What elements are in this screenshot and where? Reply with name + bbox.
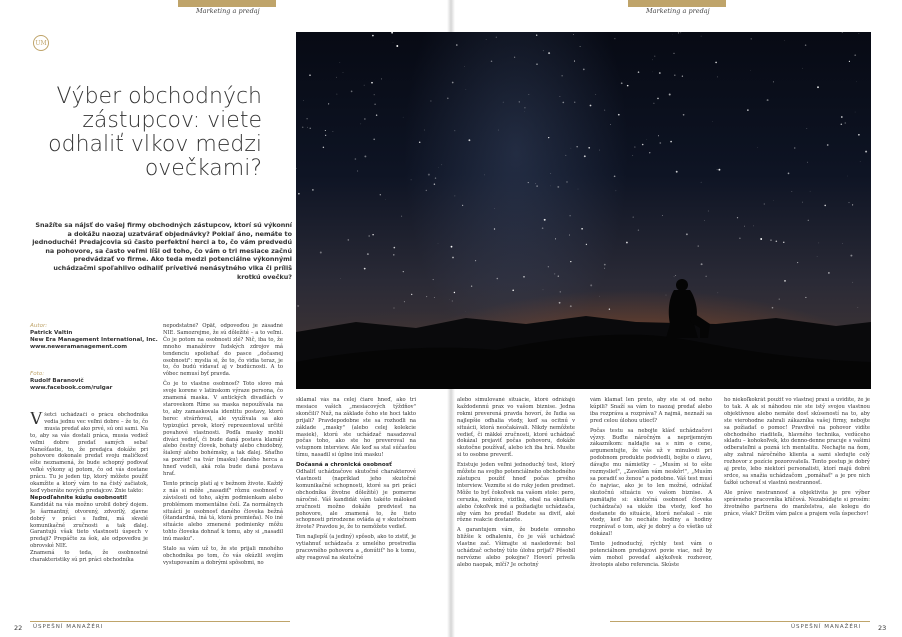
star — [674, 276, 675, 277]
star — [374, 94, 375, 95]
star — [312, 189, 314, 191]
star — [616, 191, 617, 192]
author-name: Patrick Valtin — [30, 330, 73, 336]
star — [433, 279, 434, 280]
star — [717, 77, 718, 78]
star — [523, 276, 525, 278]
night-sky-photo — [296, 32, 871, 389]
star — [343, 72, 344, 73]
star — [430, 101, 431, 102]
star — [621, 82, 623, 84]
star — [554, 273, 555, 274]
star — [452, 257, 454, 259]
star — [302, 127, 304, 129]
col5-paragraph-3: Tento jednoduchý, rýchly test vám o potenciálnom predajcovi povie viac, než by vám mohol povedať akýkoľvek rozhovor, životopis alebo referencia. Skúste — [590, 541, 712, 568]
star — [464, 66, 465, 67]
star — [842, 243, 843, 244]
star — [657, 98, 659, 100]
star — [339, 62, 340, 63]
stars — [296, 32, 867, 312]
star — [855, 112, 856, 113]
star — [536, 35, 537, 36]
star — [565, 155, 566, 156]
star — [391, 32, 393, 34]
star — [584, 155, 586, 157]
star — [456, 44, 458, 46]
star — [806, 128, 807, 129]
star — [574, 61, 575, 62]
star — [569, 235, 570, 236]
star — [298, 193, 300, 195]
photo-credit-web: www.facebook.com/rulgar — [30, 385, 113, 391]
sitting-person-silhouette — [666, 279, 710, 338]
star — [528, 94, 529, 95]
star — [773, 81, 774, 82]
drop-cap: V — [30, 412, 43, 429]
star — [364, 118, 365, 119]
star — [805, 297, 806, 298]
col5-paragraph-1: vám klamať len preto, aby ste si od neho kúpili? Snaží sa vám to naozaj predať alebo iba rozpráva a rozpráva? A najmä, neznaží sa pred celou úlohou utiecť? — [590, 397, 712, 424]
star — [385, 199, 386, 200]
author-web: www.neweramanagement.com — [30, 344, 128, 350]
star — [543, 51, 544, 52]
star — [551, 174, 552, 175]
text-column-5 — [590, 397, 712, 620]
star — [337, 94, 338, 95]
star — [698, 246, 699, 247]
star — [393, 307, 394, 308]
col5-paragraph-2: Počas testu sa nebojte klásť uchádzačovi výzvy. Buďte náročným a neprijemným zákazníkom: naldajte sa s nim o cene, argumentujte, že vás už v minulosti pri podobnom produkte podviedli, bojíte o zlavu, dávajte mu námietky – „Musím si to ešte rozmyslieť", „Zavolám vám neskôr!", „Musím sa poradiť so ženou" a podobne. Váš test musí čo najviac, ako je to len možné, odrážať skutočnú situáciu vo vašom biznise. A pamätajte si: skutočná osobnosť človeka (uchádzača) sa ukáže iba vtedy, keď ho dostanete do situácie, ktorú nečakal – nie vtedy, keď ho necháte hodiny a hodiny rozprávať o tom, aký je dobrý a čo všetko už dokázal! — [590, 427, 712, 538]
star — [659, 72, 661, 74]
star — [737, 217, 738, 218]
star — [653, 103, 654, 104]
col6-paragraph-2: Ale práve nestrannosť a objektivita je pre výber správneho pracovníka kľúčová. Nezabúdajte si prosím: životného partnera do manželstva, ale kolegu do práce, však? Držím vám palce a prajem veľa úspechov! — [724, 489, 870, 517]
star — [845, 122, 846, 123]
col3-paragraph-3: Ten najlepší (a jediný) spôsob, ako to zistiť, je vytiahnuť uchádzača z umelého prostredia pracovného pohovoru a „donútiť" ho k tomu, aby reagoval na skutočné — [296, 534, 416, 561]
star — [340, 278, 341, 279]
photo-credit-block — [30, 371, 170, 392]
star — [686, 233, 688, 235]
star — [604, 264, 606, 266]
star — [560, 291, 561, 292]
star — [519, 101, 520, 102]
star — [852, 282, 853, 283]
footer-brand-left: ÚSPEŠNÍ MANAŽÉRI — [33, 624, 104, 630]
col1-paragraph-3: Znamená to teda, že osobnostné charakteristiky sú pri práci obchodníka — [30, 550, 148, 564]
star — [633, 217, 634, 218]
star — [784, 280, 786, 282]
star — [701, 182, 702, 183]
col3-paragraph-2: Odhaliť uchádzačove skutočné charakterové vlastnosti (napríklad jeho skutočné komunikačné schopnosti, ktoré sa pri práci obchodníka životne dôležité) je pomerne náročné. Váš kandidát vám takéto málokeď zručnosti možno dokáže predviesť na pohovore, ale znamená to, že tieto schopnosti prirodzene ovláda aj v skutočnom živote? Pravdou je, že to nemôžete vedieť. — [296, 469, 416, 531]
star — [596, 94, 597, 95]
star — [586, 244, 587, 245]
star — [373, 138, 375, 140]
star — [850, 255, 852, 257]
footer-rule-right — [610, 621, 870, 622]
star — [514, 57, 515, 58]
star — [854, 54, 856, 56]
star — [652, 60, 653, 61]
star — [638, 71, 640, 73]
star — [559, 302, 561, 304]
star — [447, 98, 449, 100]
star — [434, 183, 435, 184]
star — [627, 85, 629, 87]
star — [666, 295, 667, 296]
star — [670, 141, 672, 143]
star — [462, 205, 463, 206]
star — [494, 208, 495, 209]
text-column-2 — [163, 323, 283, 620]
star — [779, 299, 780, 300]
star — [348, 239, 350, 241]
star — [367, 253, 369, 255]
star — [368, 235, 370, 237]
star — [296, 168, 297, 169]
star — [757, 147, 758, 148]
star — [569, 215, 570, 216]
star — [751, 38, 752, 39]
star — [739, 237, 741, 239]
star — [306, 118, 307, 119]
star — [858, 134, 860, 136]
star — [323, 147, 324, 148]
star — [647, 139, 648, 140]
star — [355, 158, 357, 160]
article-lead: Snažíte sa nájsť do vašej firmy obchodných zástupcov, ktorí sú výkonní a dokážu naozaj uzatvárať objednávky? Pokiaľ áno, nemáte to jednoduché! Predajcovia sú často perfektní herci a to, čo vám predvedú na pohovore, sa často veľmi líši od toho, čo vám o tri mesiace začnú predvádzať vo firme. Ako teda medzi potenciálne výkonnými uchádzačmi spoľahlivo odhaliť prívetivé nenásytného vlka či príliš krotkú ovečku? — [32, 221, 292, 281]
star — [307, 127, 308, 128]
star — [393, 42, 394, 43]
star — [662, 215, 663, 216]
star — [788, 173, 790, 175]
star — [303, 100, 304, 101]
star — [336, 77, 337, 78]
star — [396, 45, 398, 47]
star — [849, 202, 850, 203]
star — [842, 32, 843, 33]
star — [573, 34, 574, 35]
star — [678, 32, 679, 33]
star — [841, 124, 843, 126]
star — [491, 61, 493, 63]
star — [428, 174, 430, 176]
star — [325, 135, 326, 136]
star — [580, 46, 581, 47]
star — [454, 130, 455, 131]
star — [419, 141, 421, 143]
star — [604, 268, 605, 269]
star — [393, 254, 394, 255]
page-number-left: 22 — [14, 624, 23, 632]
star — [562, 75, 563, 76]
star — [701, 263, 703, 265]
star — [543, 289, 544, 290]
star — [776, 240, 778, 242]
star — [817, 86, 819, 88]
star — [364, 85, 365, 86]
star — [614, 38, 615, 39]
star — [364, 155, 366, 157]
star — [701, 36, 702, 37]
star — [797, 262, 798, 263]
star — [807, 162, 808, 163]
star — [590, 284, 592, 286]
star — [404, 301, 405, 302]
star — [486, 39, 487, 40]
star — [654, 56, 655, 57]
star — [791, 191, 792, 192]
star — [827, 144, 829, 146]
footer-rule-left — [30, 621, 290, 622]
star — [328, 103, 329, 104]
star — [588, 147, 590, 149]
star — [544, 219, 546, 221]
star — [810, 191, 811, 192]
star — [638, 230, 639, 231]
star — [548, 137, 549, 138]
star — [310, 128, 311, 129]
star — [856, 82, 857, 83]
star — [808, 220, 809, 221]
star — [794, 147, 795, 148]
author-org: New Era Management International, Inc. — [30, 337, 158, 343]
star — [380, 194, 381, 195]
star — [374, 104, 376, 106]
star — [753, 226, 754, 227]
star — [411, 294, 412, 295]
star — [503, 102, 504, 103]
star — [376, 114, 377, 115]
article-title: Výber obchodných zástupcov: viete odhaliť vlkov medzi ovečkami? — [48, 84, 262, 181]
star — [760, 238, 762, 240]
star — [744, 226, 745, 227]
star — [394, 247, 396, 249]
star — [747, 109, 748, 110]
star — [633, 155, 634, 156]
star — [574, 102, 575, 103]
star — [528, 182, 529, 183]
star — [361, 124, 362, 125]
star — [570, 261, 571, 262]
star — [438, 243, 439, 244]
star — [610, 124, 611, 125]
col4-paragraph-2: Existuje jeden veľmi jednoduchý test, ktorý môžete na svojho potenciálneho obchodného zástupcu použiť hneď počas prvého interview. Vezmite si do ruky jeden predmet. Môže to byť čokoľvek na vašom stole: pero, ceruzka, nožnice, vizitka, obal na okuliare alebo čokoľvek iné a požiadajte uchádzača, aby vám ho predal! Budete sa diviť, aké rôzne reakcie dostanete. — [457, 462, 575, 524]
star — [673, 53, 674, 54]
star — [484, 175, 485, 176]
star — [682, 76, 683, 77]
star — [802, 68, 803, 69]
star — [634, 147, 635, 148]
star — [452, 300, 453, 301]
star — [649, 152, 650, 153]
star — [411, 179, 412, 180]
star — [680, 32, 681, 33]
star — [351, 91, 353, 93]
photo-credit-name: Rudolf Baranovič — [30, 378, 84, 384]
star — [381, 78, 382, 79]
star — [590, 105, 592, 107]
star — [320, 252, 322, 254]
star — [604, 110, 605, 111]
col3-heading: Dočasná a chronická osobnosť — [296, 462, 392, 469]
col4-paragraph-3: A garantujem vám, že budete omnoho bližšie k odhaleniu, čo je váš uchádzač vlastne zač. Všimajte si nasledovné: bol uchádzač ochotný túto úlohu prijať? Pôsobil nervózne alebo pokojne? Hovorí priveľa alebo naopak, mlčí? Je ochotný — [457, 527, 575, 568]
star — [297, 305, 298, 306]
magazine-logo-icon: UM — [33, 35, 49, 51]
star — [512, 290, 514, 292]
text-column-4 — [457, 397, 575, 620]
star — [599, 296, 600, 297]
star — [859, 33, 860, 34]
star — [764, 203, 765, 204]
star — [675, 275, 676, 276]
star — [497, 278, 499, 280]
star — [455, 196, 456, 197]
star — [750, 70, 751, 71]
star — [401, 216, 402, 217]
star — [309, 74, 311, 76]
star — [824, 205, 826, 207]
star — [708, 211, 709, 212]
star — [536, 185, 537, 186]
section-tab-right — [628, 0, 726, 7]
star — [704, 220, 705, 221]
col1-paragraph-2: Kandidát na vás možno urobil dobrý dojem. Je šarmantný, otvorený, zdvorilý, zjavne dobrý v práci s ľuďmi, má skvelé komunikačné zručnosti a tak ďalej. Garantujú však tieto vlastnosti úspech v predaji? Prepáčte za šok, ale odpoveďou je obrovské NIE. — [30, 501, 148, 550]
star — [658, 135, 659, 136]
star — [566, 181, 567, 182]
star — [555, 238, 556, 239]
star — [435, 177, 436, 178]
col2-paragraph-3: Tento princíp platí aj v bežnom živote. Každý z nás si môže „nasadiť" rôznu osobnosť v závislosti od toho, akým podmienkam alebo problémom momentálne čelí. Za normálnych situácií je osobnosť daného človeka bežná (štandardná, iná tá, ktorá premieňa). No iné situácie alebo zmenené podmienky môžu tohto človeka dohnať k tomu, aby si „nasadil inú masku". — [163, 480, 283, 543]
star — [364, 268, 366, 270]
star — [562, 102, 564, 104]
star — [818, 243, 819, 244]
star — [578, 189, 579, 190]
star — [817, 256, 818, 257]
star — [599, 150, 600, 151]
star — [475, 260, 476, 261]
star — [442, 165, 443, 166]
star — [468, 139, 470, 141]
star — [718, 169, 720, 171]
section-label-right: Marketing a predaj — [646, 7, 710, 15]
star — [496, 37, 497, 38]
star — [683, 114, 685, 116]
star — [669, 94, 671, 96]
star — [570, 305, 572, 307]
star — [372, 234, 373, 235]
col4-paragraph-1: alebo simulované situácie, ktoré odrážajú každodennú prax vo vašom biznise. Jedna rokmi preverená pravda hovorí, že ľudia sa najlepšie odhalia vtedy, keď sa ocitnú v situácii, ktorá neočakávali. Nikdy nemôžete vedieť, či mäkké zručnosti, ktoré uchádzač dokázal prejaviť počas pohovoru, dokáže skutočne používať, alebo ich iba hrá. Musíte si to osobne preveriť. — [457, 397, 575, 459]
star — [849, 61, 850, 62]
star — [581, 228, 583, 230]
col2-paragraph-4: Stalo sa vám už to, že ste prijali mnohého obchodníka po tom, čo vás okúzlil svojím vystupovaním a dobrými spôsobmi, no — [163, 546, 283, 566]
author-block — [30, 323, 170, 351]
col3-paragraph-1: sklamal vás na celej čiare hneď, ako tri mesiace vašich „mesiacových týždňov" skončili? Nuž, na základe čoho ste hoci takto prijali? Pravdepodobne ste sa rozhodli na základe „masky" (alebo celej kolekcie masiek), ktorú ste uchádzač nasadzoval počas toho, ako ste ho preveroval na vstupnom interview. Ale keď sa stal súčasťou tímu, nasadil si úplne inú masku! — [296, 397, 416, 459]
star — [542, 227, 544, 229]
star — [357, 170, 358, 171]
star — [535, 183, 536, 184]
star — [494, 228, 495, 229]
star — [783, 242, 784, 243]
star — [659, 142, 661, 144]
star — [524, 107, 525, 108]
star — [426, 296, 427, 297]
star — [772, 307, 774, 309]
section-label-left: Marketing a predaj — [196, 7, 260, 15]
star — [828, 272, 830, 274]
star — [706, 276, 707, 277]
col2-paragraph-2: Čo je to vlastne osobnosť? Toto slovo má svoje korene v latinskom výraze persona, čo znamená maska. V antických divadlách v starovekom Ríme sa maska nepoužívala na to, aby zamaskovala identitu postavy, ktorú herec stvárňoval, ale využívala sa ako typizujúci prvok, ktorý reprezentoval určité povahové vlastnosti. Podľa masky mohli diváci vedieť, či bude daná postava klamár alebo čestný človek, bohatý alebo chudobný, šialený alebo bohémsky, a tak ďalej. Sňaťho sa pozriet' na tvár (masku) daného herca a hneď vedeli, aká rola bude daná postava hrať. — [163, 381, 283, 478]
col6-paragraph-1: ho niekoľkokrát použiť vo vlastnej praxi a uvidíte, že je to tak. A ak si náhodou nie ste istý svojou vlastnou objektívnou alebo nemáte dosť skúseností na to, aby ste vierohodne zahrali zákazníka vašej firmy, nebojte sa požiadať o pomoc! Pravdivé na pohovor vidíte obchodného riaditeľa, hlavného technika, vedúceho skladu – kohokoľvek, kto denno-denne pracuje s vašimi odberateľmi a pozná ich mentalitu. Nechajte na ňom, aby zahral náročného klienta a sami sledujte celý rozhovor z pozície pozorovateľa. Tento postup je dobrý aj preto, lebo niektorí personalisti, ktorí majú dobré srdce, sa snažia uchádzačom „pomáhať" a je pre nich ťažké uchovať si vlastnú nestrannosť. — [724, 397, 870, 486]
section-tab-left — [178, 0, 276, 7]
star — [626, 242, 628, 244]
star — [609, 308, 610, 309]
star — [372, 35, 374, 37]
photo-credit-label: Foto: — [30, 371, 45, 377]
col1-heading: Nepodľahnite kúzlu osobnosti! — [30, 494, 128, 501]
star — [583, 68, 585, 70]
star — [577, 146, 578, 147]
star — [434, 297, 435, 298]
star — [333, 131, 334, 132]
star — [614, 175, 616, 177]
star — [498, 130, 499, 131]
star — [451, 246, 453, 248]
star — [715, 62, 717, 64]
star — [426, 190, 427, 191]
author-label: Autor: — [30, 323, 48, 329]
star — [560, 96, 561, 97]
star — [852, 204, 853, 205]
text-column-3 — [296, 397, 416, 620]
star — [452, 82, 454, 84]
star — [676, 171, 678, 173]
star — [471, 286, 472, 287]
text-column-6 — [724, 397, 870, 620]
star — [642, 144, 644, 146]
star — [802, 202, 803, 203]
star — [403, 271, 404, 272]
star — [857, 307, 858, 308]
star — [371, 82, 373, 84]
star — [424, 130, 425, 131]
star — [674, 74, 675, 75]
text-column-1 — [30, 412, 148, 620]
star — [865, 151, 867, 153]
star — [805, 44, 806, 45]
star — [767, 99, 769, 101]
footer-brand-right: ÚSPEŠNÍ MANAŽÉRI — [791, 624, 862, 630]
star — [770, 239, 771, 240]
star — [548, 266, 549, 267]
page-number-right: 23 — [878, 624, 887, 632]
photo-illustration — [296, 32, 871, 389]
star — [558, 276, 559, 277]
star — [548, 52, 550, 54]
star — [841, 116, 843, 118]
star — [717, 169, 718, 170]
star — [325, 130, 326, 131]
col2-paragraph-1: nepodstatné? Opäť, odpoveďou je zásadné NIE. Samozrejme, že sú dôležité – a to veľmi. Čo je potom na osobnosti zlé? Nič, iba to, že mnoho manažérov ľudských zdrojov má tendenciu spoliehať do pasce „dočasnej osobnosti": myslia si, že to, čo vidia teraz, je to, čo budú vídavať aj v budúcnosti. A to vôbec nemusí byť pravda. — [163, 323, 283, 378]
star — [557, 186, 559, 188]
star — [454, 292, 455, 293]
star — [438, 167, 439, 168]
star — [618, 114, 620, 116]
star — [536, 64, 537, 65]
col1-paragraph-1: šetci uchádzači o prácu obchodníka vedia jednu vec veľmi dobre – že to, čo musia predať ako prvé, sú oni sami. Na to, aby sa vás dostali práca, musia vediež veľmi dobre predať samých seba! Nanešťastie, to, že predajca dokáže pri pohovore dokonale predať svoju maličkosť ešte neznamená, že bude schopný poďovať veľké výkony aj potom, čo od vás dostane prácu. Tu je jeden tip, ktorý môžete použiť okamžite a ktorý vám to na čistý začiatok, keď vyberáte nových predajcov. Znie takto: — [30, 412, 148, 494]
